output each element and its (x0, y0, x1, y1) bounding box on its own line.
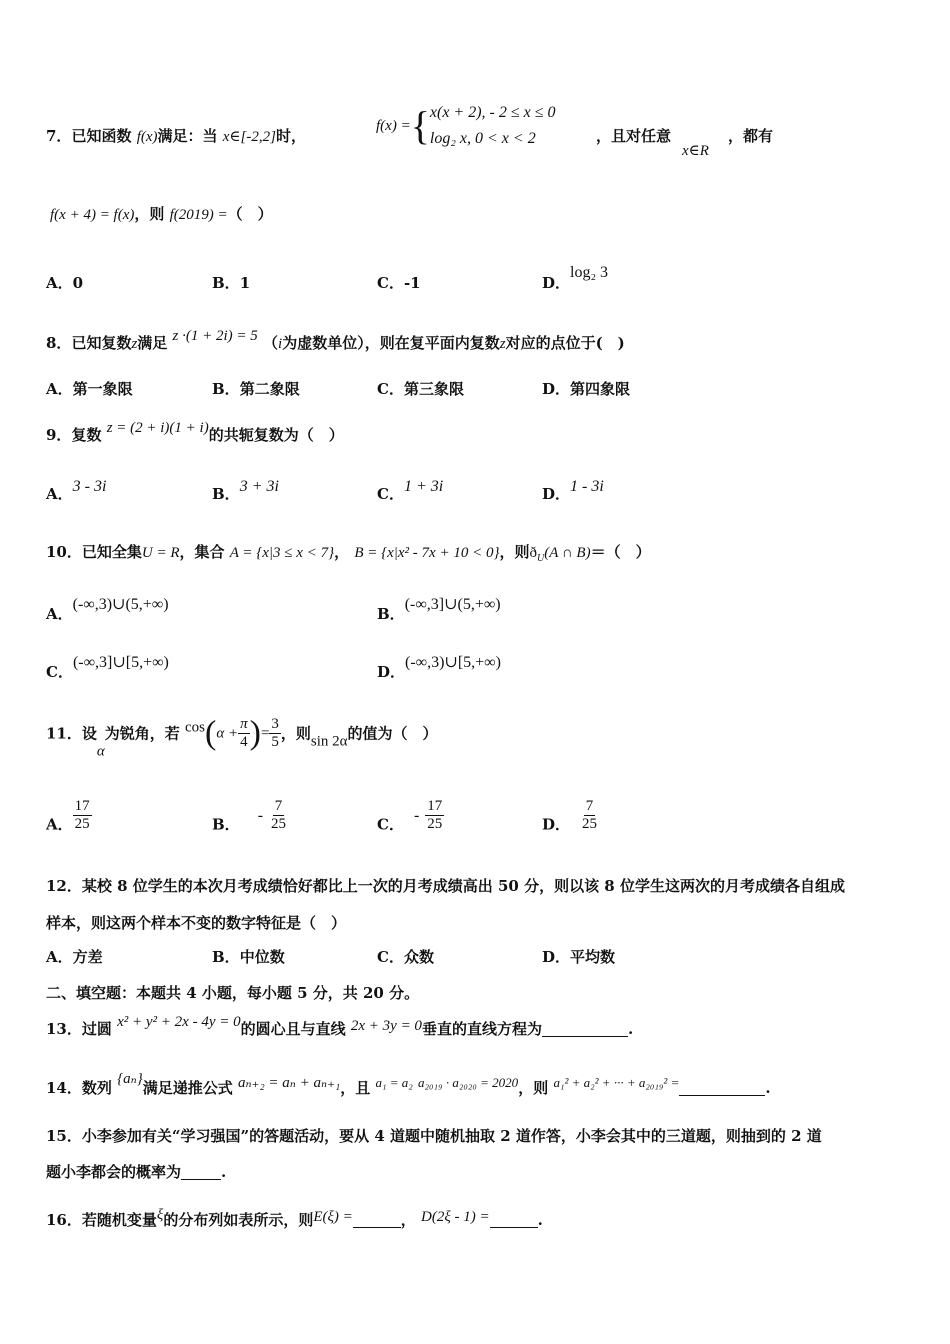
q9-option-b (212, 476, 279, 503)
q7-text-1: 已知函数 (71, 127, 132, 145)
q12-option-b (212, 947, 285, 967)
q9-text-1: 复数 (71, 426, 102, 444)
option-value: 第四象限 (570, 380, 631, 398)
q14-answer-blank[interactable] (679, 1079, 765, 1096)
q10-complement-sub: U (536, 553, 545, 564)
q15-line-2-wrap (46, 1162, 226, 1182)
q9-option-d (542, 476, 604, 503)
option-label: D． (377, 663, 406, 681)
option-value: (-∞,3]∪(5,+∞) (404, 596, 501, 613)
q7-ask: f(2019) = (169, 207, 228, 223)
q8-i: i (278, 336, 283, 352)
q10-option-d (377, 652, 501, 681)
q14-text-2: 满足递推公式 (142, 1079, 233, 1097)
q16-expectation: E(ξ) = (313, 1209, 353, 1225)
option-label: C． (377, 815, 404, 834)
q8-z: z (131, 336, 138, 352)
q7-option-d (542, 264, 609, 294)
q11-alpha: α (96, 743, 105, 760)
option-sign: - (413, 806, 420, 824)
fraction-denominator: 5 (271, 734, 279, 750)
q15-answer-blank[interactable] (181, 1163, 221, 1180)
q8-option-c (377, 379, 464, 399)
option-value: 1 (239, 274, 251, 292)
q14-text-3: ，且 (340, 1079, 371, 1097)
q11-option-c (377, 798, 444, 835)
q8-option-b (212, 379, 300, 399)
q10-sep: ， (334, 543, 350, 561)
q7-piecewise (376, 100, 556, 152)
q14-recurrence: aₙ₊₂ = aₙ + aₙ₊₁ (237, 1075, 341, 1091)
q11-inner: α + (216, 725, 239, 742)
q16-xi: ξ (156, 1207, 164, 1223)
q7-tail-2 (728, 126, 773, 146)
option-value: 中位数 (239, 948, 285, 966)
option-value: -1 (403, 274, 421, 292)
q8-text-4: 为虚数单位），则在复平面内复数 (282, 334, 500, 352)
fraction-numerator: 17 (74, 798, 90, 814)
option-value: 众数 (403, 948, 434, 966)
q7-line-2 (50, 204, 273, 225)
q10-option-b (377, 594, 501, 623)
question-11 (46, 716, 438, 762)
q14-end: . (765, 1079, 771, 1097)
option-value: 3 + 3i (239, 478, 279, 495)
q8-text-5: 对应的点位于( ) (505, 334, 625, 352)
fraction-numerator: 3 (271, 716, 279, 732)
option-value: 1 + 3i (403, 478, 444, 495)
q10-text-2: ，集合 (179, 543, 225, 561)
option-label: C． (377, 380, 404, 398)
question-16 (46, 1207, 543, 1231)
option-fraction (73, 798, 92, 833)
question-number: 13． (46, 1020, 82, 1038)
q12-line-1: 某校 8 位学生的本次月考成绩恰好都比上一次的月考成绩高出 50 分，则以该 8 位学生这两次的月考成绩各自组成 (81, 877, 845, 895)
question-number: 7． (46, 127, 72, 145)
option-label: C． (377, 485, 404, 503)
q7-option-a (46, 273, 83, 293)
right-paren-symbol: ) (249, 714, 261, 752)
option-value: (-∞,3)∪(5,+∞) (72, 596, 169, 613)
q13-text-2: 的圆心且与直线 (240, 1020, 346, 1038)
fraction-numerator: π (240, 716, 248, 732)
option-label: B． (212, 380, 240, 398)
q12-option-a (46, 947, 103, 967)
q7-period: f(x + 4) = f(x) (50, 207, 135, 223)
q10-text-1: 已知全集 (81, 543, 142, 561)
q7-text-6: ，则 (134, 205, 165, 223)
q16-end: . (537, 1211, 543, 1229)
q10-universe: U = R (141, 545, 180, 561)
fraction-denominator: 25 (427, 816, 443, 832)
q14-text-1: 数列 (81, 1079, 112, 1097)
option-value: (-∞,3]∪[5,+∞) (72, 654, 169, 671)
q13-circle: x² + y² + 2x - 4y = 0 (117, 1014, 241, 1030)
q8-option-d (542, 379, 630, 399)
q13-line: 2x + 3y = 0 (350, 1018, 422, 1034)
option-label: B． (212, 274, 240, 292)
q11-text-2: 为锐角，若 (104, 724, 180, 743)
q10-text-4: ＝（ ） (590, 543, 651, 561)
q7-cases (430, 100, 556, 152)
q11-pi-over-4 (238, 716, 250, 751)
question-10 (46, 542, 651, 569)
option-value: 3 - 3i (72, 478, 107, 495)
option-label: A． (46, 815, 73, 834)
q11-option-b (212, 798, 288, 835)
fraction-denominator: 25 (582, 816, 598, 832)
q11-cos: cos (185, 719, 206, 736)
option-label: D． (542, 948, 571, 966)
q10-set-b: B = {x|x² - 7x + 10 < 0} (354, 545, 500, 561)
option-label: B． (212, 948, 240, 966)
q16-variance-blank[interactable] (490, 1211, 538, 1228)
q13-text-3: 垂直的直线方程为 (421, 1020, 542, 1038)
option-value: 平均数 (570, 948, 616, 966)
q16-expectation-blank[interactable] (353, 1211, 401, 1228)
option-value: 1 - 3i (570, 478, 604, 495)
q13-text-1: 过圆 (81, 1020, 112, 1038)
question-number: 11． (46, 724, 82, 743)
question-12 (46, 876, 845, 896)
q16-text-2: 的分布列如表所示，则 (163, 1211, 314, 1229)
fraction-numerator: 7 (585, 798, 594, 814)
option-label: C． (377, 274, 404, 292)
q11-option-d (542, 798, 599, 835)
option-value: 0 (72, 274, 84, 292)
question-8 (46, 328, 625, 354)
q15-line-2: 题小李都会的概率为 (46, 1163, 182, 1181)
q11-three-fifths (269, 716, 281, 751)
q7-anyx-wrap (682, 140, 709, 161)
question-number: 12． (46, 877, 82, 895)
question-15 (46, 1126, 822, 1146)
q8-text-1: 已知复数 (71, 334, 132, 352)
option-label: A． (46, 605, 73, 623)
option-sign: - (257, 806, 264, 824)
question-7 (46, 126, 306, 147)
q14-sum: a₁² + a₂² + ··· + a₂₀₁₉² = (553, 1075, 680, 1090)
option-label: C． (377, 948, 404, 966)
option-label: D． (542, 380, 571, 398)
q15-line-1: 小李参加有关“学习强国”的答题活动，要从 4 道题中随机抽取 2 道作答，小李会其中的三道题，则抽到的 2 道 (81, 1127, 822, 1145)
q14-condition-2: a₂₀₁₉ · a₂₀₂₀ = 2020 (418, 1075, 519, 1090)
q7-text-2: 满足：当 (157, 127, 218, 145)
option-value: 第一象限 (72, 380, 133, 398)
q9-equation: z = (2 + i)(1 + i) (106, 420, 209, 436)
q16-sep: ， (400, 1211, 416, 1229)
brace-symbol: { (410, 103, 430, 148)
q8-equation: z ·(1 + 2i) = 5 (172, 328, 258, 344)
left-paren-symbol: ( (205, 714, 217, 752)
fraction-denominator: 25 (74, 816, 90, 832)
option-label: D． (542, 485, 571, 503)
q10-option-a (46, 594, 169, 623)
question-number: 10． (46, 543, 82, 561)
question-number: 16． (46, 1211, 82, 1229)
section-2-heading (46, 983, 419, 1003)
option-fraction (580, 798, 599, 833)
q13-end: . (627, 1020, 634, 1038)
q10-intersection: (A ∩ B) (544, 545, 591, 561)
question-number: 9． (46, 426, 72, 444)
q12-line-2: 样本，则这两个样本不变的数字特征是（ ） (46, 914, 347, 932)
q13-answer-blank[interactable] (542, 1020, 628, 1037)
option-fraction (269, 798, 288, 833)
q10-option-c (46, 652, 169, 681)
q7-condition: x∈[-2,2] (222, 129, 276, 145)
option-label: D． (542, 815, 571, 834)
option-label: A． (46, 380, 73, 398)
q7-case-2: log₂ x, 0 < x < 2 (429, 130, 536, 147)
fraction-numerator: 7 (274, 798, 283, 814)
q12-option-c (377, 947, 434, 967)
q10-set-a: A = {x|3 ≤ x < 7} (229, 545, 335, 561)
q14-text-4: ，则 (518, 1079, 549, 1097)
q11-equals: = (260, 725, 270, 742)
q7-tail (596, 126, 671, 146)
option-value: 第三象限 (403, 380, 464, 398)
q7-fx: f(x) (136, 129, 158, 145)
q7-case-1: x(x + 2), - 2 ≤ x ≤ 0 (429, 104, 556, 121)
fraction-denominator: 4 (240, 734, 248, 750)
option-fraction (425, 798, 444, 833)
q16-variance: D(2ξ - 1) = (421, 1209, 490, 1225)
q10-complement: ð (529, 545, 537, 561)
option-label: C． (46, 663, 73, 681)
option-value: (-∞,3)∪[5,+∞) (405, 654, 501, 671)
option-value: 第二象限 (239, 380, 300, 398)
q7-option-b (212, 273, 250, 293)
q7-option-c (377, 273, 421, 293)
q11-sin: sin 2α (310, 733, 348, 750)
q14-sequence: {aₙ} (117, 1071, 143, 1087)
q8-text-3: （ (263, 334, 279, 352)
q8-option-a (46, 379, 133, 399)
q11-text-1: 设 (81, 724, 97, 743)
question-9 (46, 420, 344, 446)
fraction-numerator: 17 (427, 798, 443, 814)
option-value: log₂ 3 (570, 264, 609, 281)
option-label: A． (46, 948, 73, 966)
question-number: 8． (46, 334, 72, 352)
q9-option-c (377, 476, 444, 503)
option-label: B． (377, 605, 405, 623)
q8-z-2: z (499, 336, 506, 352)
q11-text-4: 的值为（ ） (347, 724, 438, 743)
q14-condition-1: a₁ = a₂ (375, 1075, 413, 1090)
q12-option-d (542, 947, 615, 967)
q10-text-3: ，则 (499, 543, 530, 561)
q7-text-3: 时， (275, 127, 306, 145)
option-value: 方差 (72, 948, 103, 966)
q11-option-a (46, 798, 92, 835)
option-label: B． (212, 485, 240, 503)
q7-paren: （ ） (227, 205, 273, 223)
q9-text-2: 的共轭复数为（ ） (208, 426, 344, 444)
q11-text-3: ，则 (280, 724, 311, 743)
fraction-denominator: 25 (271, 816, 287, 832)
option-label: A． (46, 274, 73, 292)
q7-anyx: x∈R (682, 143, 709, 159)
q15-end: . (221, 1163, 227, 1181)
option-label: B． (212, 815, 240, 834)
q8-text-2: 满足 (137, 334, 168, 352)
q7-fdef: f(x) = (376, 118, 411, 134)
question-13 (46, 1014, 634, 1040)
option-label: D． (542, 274, 571, 292)
section-2-text: 二、填空题：本题共 4 小题，每小题 5 分，共 20 分。 (46, 984, 420, 1002)
question-number: 14． (46, 1079, 82, 1097)
q9-option-a (46, 476, 107, 503)
q16-text-1: 若随机变量 (81, 1211, 157, 1229)
question-number: 15． (46, 1127, 82, 1145)
q7-text-4: ，且对任意 (596, 127, 672, 145)
q12-line-2-wrap (46, 913, 346, 933)
question-14 (46, 1071, 771, 1099)
q7-text-5: ，都有 (728, 127, 774, 145)
option-label: A． (46, 485, 73, 503)
